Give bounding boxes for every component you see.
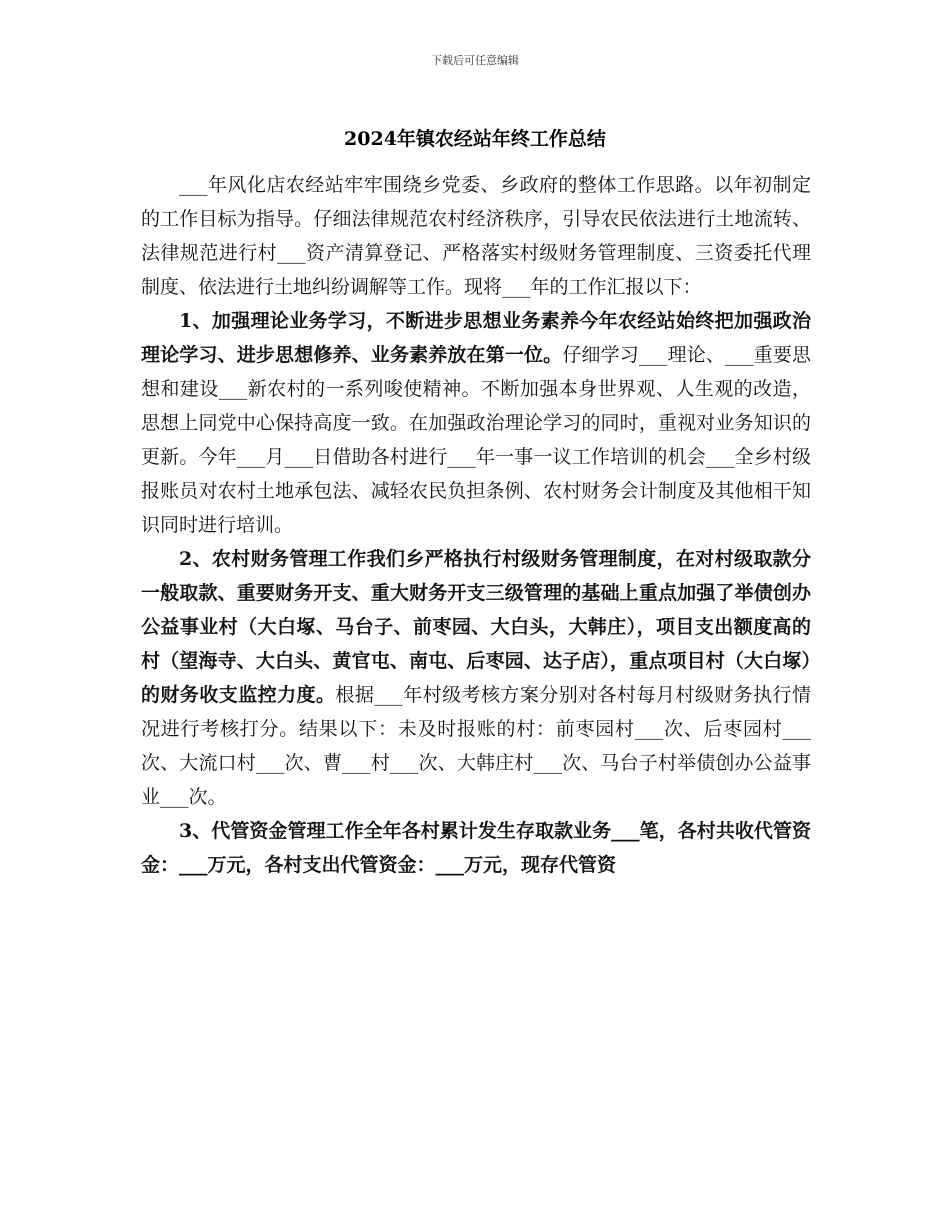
paragraph-text: 根据___年村级考核方案分别对各村每月村级财务执行情况进行考核打分。结果以下：未及时报账的村：前枣园村___次、后枣园村___次、大流口村___次、曹___村___次、大韩庄村___次、马台子村举债创办公益事业___次。 [141, 684, 811, 808]
page-title: 2024年镇农经站年终工作总结 [344, 128, 606, 150]
paragraph-section-2 [141, 542, 811, 814]
paragraph-heading: 3、代管资金管理工作全年各村累计发生存取款业务___笔，各村共收代管资金：___万元，各村支出代管资金：___万元，现存代管资 [141, 820, 811, 876]
paragraph-section-1 [141, 304, 811, 542]
paragraph-heading: 1、加强理论业务学习，不断进步思想业务素养今年农经站始终把加强政治理论学习、进步思想修养、业务素养放在第一位。 [141, 310, 811, 366]
paragraph-heading: 2、农村财务管理工作我们乡严格执行村级财务管理制度，在对村级取款分一般取款、重要财务开支、重大财务开支三级管理的基础上重点加强了举债创办公益事业村（大白塚、马台子、前枣园、大白头，大韩庄），项目支出额度高的村（望海寺、大白头、黄官屯、南屯、后枣园、达子店），重点项目村（大白塚）的财务收支监控力度。 [141, 548, 811, 706]
document-body [141, 168, 811, 882]
header-note: 下载后可任意编辑 [431, 54, 519, 67]
paragraph-intro [141, 168, 811, 304]
paragraph-text: ___年风化店农经站牢牢围绕乡党委、乡政府的整体工作思路。以年初制定的工作目标为指导。仔细法律规范农村经济秩序，引导农民依法进行土地流转、法律规范进行村___资产清算登记、严格落实村级财务管理制度、三资委托代理制度、依法进行土地纠纷调解等工作。现将___年的工作汇报以下： [141, 174, 811, 298]
paragraph-section-3 [141, 814, 811, 882]
paragraph-text: 仔细学习___理论、___重要思想和建设___新农村的一系列唆使精神。不断加强本身世界观、人生观的改造，思想上同党中心保持高度一致。在加强政治理论学习的同时，重视对业务知识的更新。今年___月___日借助各村进行___年一事一议工作培训的机会___全乡村级报账员对农村土地承包法、减轻农民负担条例、农村财务会计制度及其他相干知识同时进行培训。 [141, 344, 811, 536]
